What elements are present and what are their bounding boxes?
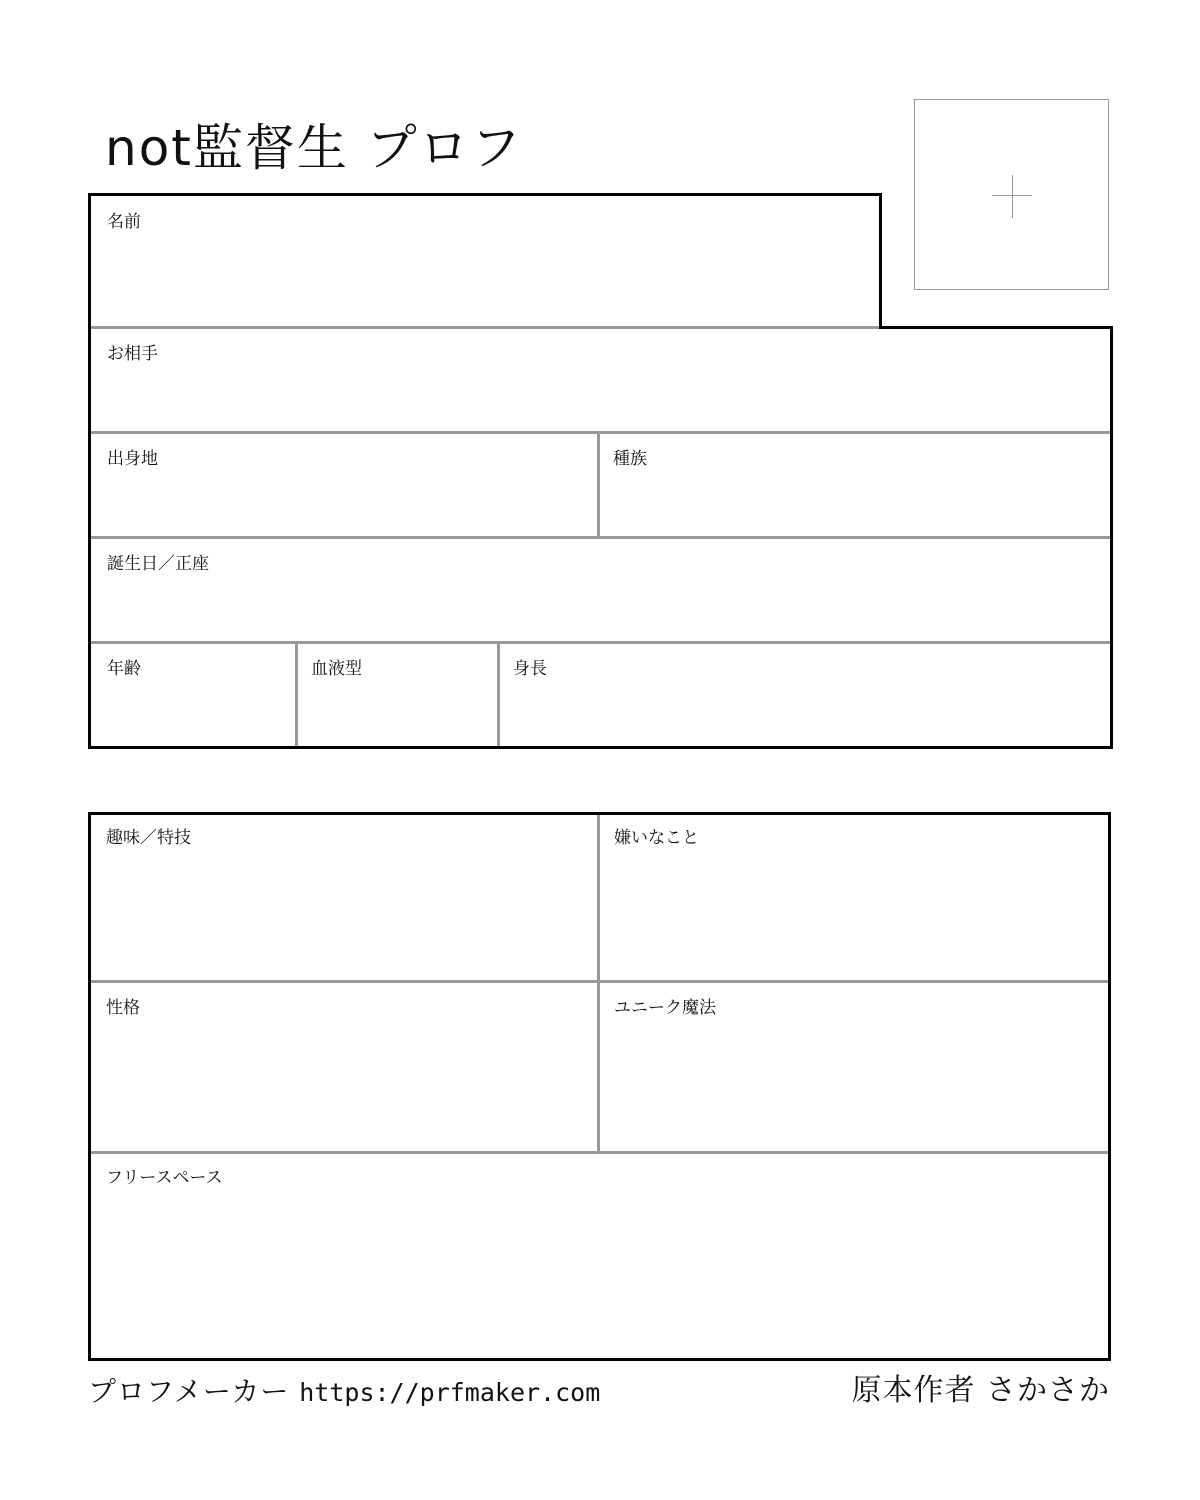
name-label: 名前 [107,212,141,232]
personality-label: 性格 [106,998,140,1018]
free-space-label: フリースペース [106,1168,223,1188]
divider-birthplace-birthday [90,536,1110,539]
divider-birthplace-species [597,433,600,538]
bottom-border-top [88,812,1111,815]
species-label: 種族 [613,449,647,469]
maker-label: プロフメーカー [88,1375,290,1408]
top-border-notch-vertical [879,193,882,329]
birthday-constellation-field[interactable] [90,538,1111,643]
maker-credit [88,1372,600,1413]
species-field[interactable] [599,433,1111,538]
divider-hobbies-personality [90,980,1110,983]
age-field[interactable] [90,643,297,747]
plus-icon-vertical [1012,175,1013,218]
blood-type-field[interactable] [297,643,499,747]
personality-field[interactable] [90,982,599,1153]
divider-personality-freespace [90,1151,1110,1154]
top-border-top [88,193,882,196]
bottom-border-bottom [88,1358,1111,1361]
age-label: 年齢 [107,659,141,679]
divider-bloodtype-height [497,643,500,747]
height-label: 身長 [513,659,547,679]
divider-age-bloodtype [295,643,298,747]
top-border-bottom [88,746,1113,749]
unique-magic-field[interactable] [599,982,1110,1153]
divider-birthday-age [90,641,1110,644]
birthplace-field[interactable] [90,433,599,538]
top-border-notch-horizontal [879,326,1113,329]
height-field[interactable] [499,643,1111,747]
divider-bottom-vertical [597,814,600,1153]
top-border-left [88,193,91,749]
bottom-border-left [88,812,91,1361]
dislikes-field[interactable] [599,814,1110,982]
name-field[interactable] [90,196,880,328]
partner-label: お相手 [107,344,158,364]
birthday-constellation-label: 誕生日／正座 [107,554,209,574]
divider-name-partner [90,326,880,329]
divider-partner-birthplace [90,431,1110,434]
dislikes-label: 嫌いなこと [614,828,699,848]
hobbies-skills-field[interactable] [90,814,599,982]
unique-magic-label: ユニーク魔法 [614,998,716,1018]
top-border-right [1110,326,1113,749]
bottom-border-right [1108,812,1111,1361]
author-credit: 原本作者 さかさか [851,1373,1110,1408]
page-title: not監督生 プロフ [105,119,523,177]
partner-field[interactable] [90,328,1111,433]
maker-url-link[interactable]: https://prfmaker.com [299,1378,601,1407]
free-space-field[interactable] [90,1153,1110,1359]
photo-upload-box[interactable] [914,99,1109,290]
hobbies-skills-label: 趣味／特技 [106,828,191,848]
birthplace-label: 出身地 [107,449,158,469]
blood-type-label: 血液型 [311,659,362,679]
